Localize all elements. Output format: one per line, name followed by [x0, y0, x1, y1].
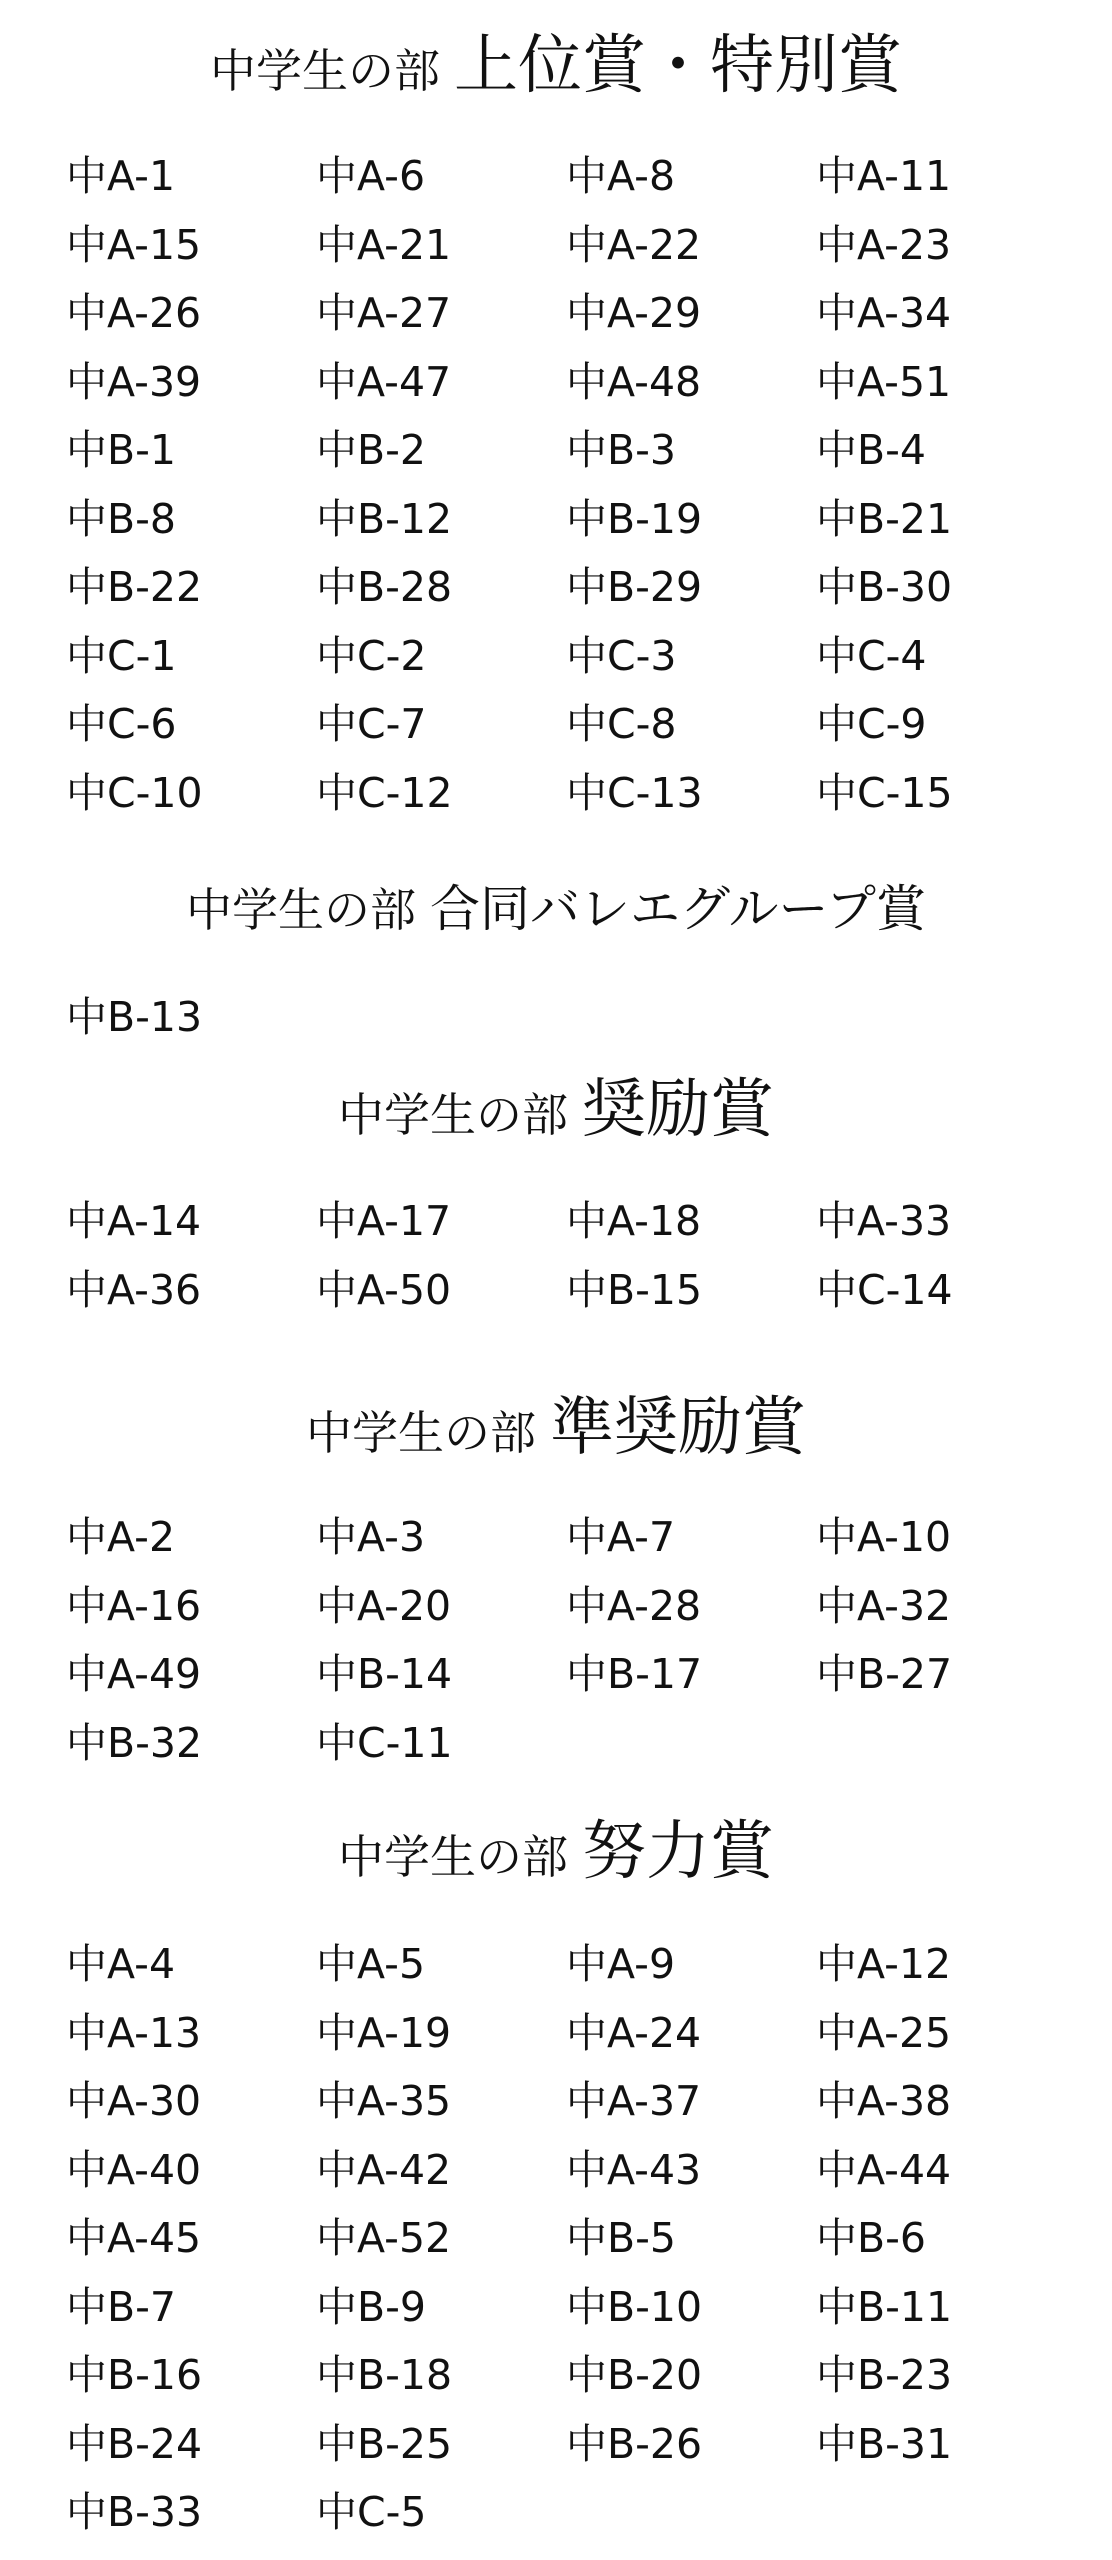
entry-number: 中B-5	[566, 2214, 677, 2262]
entry-number: 中A-16	[66, 1581, 202, 1630]
entry-number: 中A-15	[66, 220, 202, 269]
section-prefix: 中学生の部	[210, 44, 440, 98]
entry-number: 中C-2	[316, 631, 427, 680]
section-prefix: 中学生の部	[338, 1088, 568, 1142]
entry-number: 中B-32	[66, 1718, 203, 1767]
entry-grid-effort-award	[66, 1930, 1066, 2547]
entry-number: 中B-1	[66, 426, 177, 474]
entry-number: 中A-35	[316, 2077, 452, 2125]
entry-number: 中A-28	[566, 1581, 702, 1630]
section-heading-semi-encouragement-award	[0, 1391, 1112, 1465]
entry-number: 中A-49	[66, 1650, 202, 1698]
entry-number: 中C-5	[316, 2488, 427, 2536]
section-heading-effort-award	[0, 1815, 1112, 1889]
section-title: 奨励賞	[582, 1073, 774, 1147]
entry-number: 中B-11	[816, 2282, 953, 2331]
entry-number: 中B-2	[316, 426, 427, 474]
entry-number: 中A-24	[566, 2008, 702, 2057]
entry-number: 中B-16	[66, 2351, 203, 2399]
entry-number: 中A-2	[66, 1513, 176, 1561]
entry-number: 中B-26	[566, 2419, 703, 2468]
entry-number: 中A-48	[566, 357, 702, 406]
entry-number: 中B-23	[816, 2351, 953, 2399]
section-title: 準奨励賞	[550, 1391, 806, 1465]
entry-number: 中B-27	[816, 1650, 953, 1698]
entry-number: 中A-9	[566, 1940, 676, 1988]
entry-number: 中A-44	[816, 2145, 952, 2194]
entry-number: 中C-7	[316, 700, 427, 748]
entry-number: 中C-3	[566, 631, 677, 680]
entry-number: 中B-18	[316, 2351, 453, 2399]
entry-number: 中C-11	[316, 1718, 453, 1767]
entry-number: 中A-51	[816, 357, 952, 406]
entry-number: 中B-15	[566, 1265, 703, 1314]
entry-number: 中A-20	[316, 1581, 452, 1630]
entry-number: 中B-4	[816, 426, 927, 474]
entry-number: 中B-9	[316, 2282, 427, 2331]
entry-number: 中A-36	[66, 1265, 202, 1314]
entry-number: 中A-7	[566, 1513, 676, 1561]
section-prefix: 中学生の部	[306, 1406, 536, 1460]
entry-number: 中A-17	[316, 1197, 452, 1245]
entry-number: 中C-6	[66, 700, 177, 748]
section-title: 上位賞・特別賞	[454, 29, 902, 103]
entry-number: 中A-5	[316, 1940, 426, 1988]
entry-number: 中A-25	[816, 2008, 952, 2057]
entry-number: 中A-18	[566, 1197, 702, 1245]
entry-number: 中A-32	[816, 1581, 952, 1630]
entry-number: 中C-9	[816, 700, 927, 748]
section-title: 努力賞	[582, 1815, 774, 1889]
entry-number: 中A-33	[816, 1197, 952, 1245]
entry-number: 中B-33	[66, 2488, 203, 2536]
entry-number: 中A-42	[316, 2145, 452, 2194]
entry-number: 中B-19	[566, 494, 703, 543]
entry-number: 中A-52	[316, 2214, 452, 2262]
entry-number: 中A-38	[816, 2077, 952, 2125]
entry-number: 中C-1	[66, 631, 177, 680]
entry-number: 中B-25	[316, 2419, 453, 2468]
entry-grid-encouragement-award	[66, 1187, 1066, 1324]
entry-number: 中A-10	[816, 1513, 952, 1561]
entry-number: 中B-13	[66, 993, 203, 1041]
entry-number: 中B-22	[66, 563, 203, 611]
entry-number: 中A-34	[816, 289, 952, 337]
entry-number: 中A-11	[816, 152, 952, 200]
entry-number: 中B-12	[316, 494, 453, 543]
entry-number: 中B-7	[66, 2282, 177, 2331]
entry-number: 中A-8	[566, 152, 676, 200]
entry-number: 中B-30	[816, 563, 953, 611]
entry-number: 中B-20	[566, 2351, 703, 2399]
entry-number: 中A-21	[316, 220, 452, 269]
entry-number: 中A-29	[566, 289, 702, 337]
entry-number: 中B-29	[566, 563, 703, 611]
entry-number: 中A-12	[816, 1940, 952, 1988]
entry-number: 中B-14	[316, 1650, 453, 1698]
entry-number: 中B-28	[316, 563, 453, 611]
entry-number: 中A-40	[66, 2145, 202, 2194]
entry-number: 中A-30	[66, 2077, 202, 2125]
entry-number: 中B-3	[566, 426, 677, 474]
entry-number: 中A-50	[316, 1265, 452, 1314]
entry-number: 中A-39	[66, 357, 202, 406]
section-prefix: 中学生の部	[186, 883, 416, 937]
entry-number: 中A-13	[66, 2008, 202, 2057]
section-heading-encouragement-award	[0, 1073, 1112, 1147]
entry-number: 中A-37	[566, 2077, 702, 2125]
entry-number: 中A-1	[66, 152, 176, 200]
entry-number: 中A-47	[316, 357, 452, 406]
entry-number: 中C-13	[566, 768, 703, 817]
entry-number: 中C-12	[316, 768, 453, 817]
entry-number: 中A-43	[566, 2145, 702, 2194]
entry-number: 中A-45	[66, 2214, 202, 2262]
entry-number: 中C-4	[816, 631, 927, 680]
entry-number: 中A-22	[566, 220, 702, 269]
entry-number: 中B-8	[66, 494, 177, 543]
entry-number: 中B-6	[816, 2214, 927, 2262]
entry-number: 中B-31	[816, 2419, 953, 2468]
entry-grid-semi-encouragement-award	[66, 1503, 1066, 1777]
entry-number: 中A-19	[316, 2008, 452, 2057]
entry-number: 中C-15	[816, 768, 953, 817]
entry-grid-group-ballet-award	[66, 983, 1066, 1052]
entry-number: 中A-6	[316, 152, 426, 200]
section-heading-group-ballet-award	[0, 880, 1112, 938]
entry-number: 中A-14	[66, 1197, 202, 1245]
entry-number: 中A-3	[316, 1513, 426, 1561]
entry-grid-top-awards	[66, 142, 1066, 827]
section-prefix: 中学生の部	[338, 1830, 568, 1884]
entry-number: 中A-26	[66, 289, 202, 337]
section-title: 合同バレエグループ賞	[430, 880, 926, 938]
entry-number: 中C-8	[566, 700, 677, 748]
entry-number: 中C-10	[66, 768, 203, 817]
entry-number: 中B-24	[66, 2419, 203, 2468]
entry-number: 中C-14	[816, 1265, 953, 1314]
entry-number: 中B-17	[566, 1650, 703, 1698]
section-heading-top-awards	[0, 29, 1112, 103]
entry-number: 中A-4	[66, 1940, 176, 1988]
entry-number: 中A-23	[816, 220, 952, 269]
entry-number: 中A-27	[316, 289, 452, 337]
entry-number: 中B-10	[566, 2282, 703, 2331]
entry-number: 中B-21	[816, 494, 953, 543]
